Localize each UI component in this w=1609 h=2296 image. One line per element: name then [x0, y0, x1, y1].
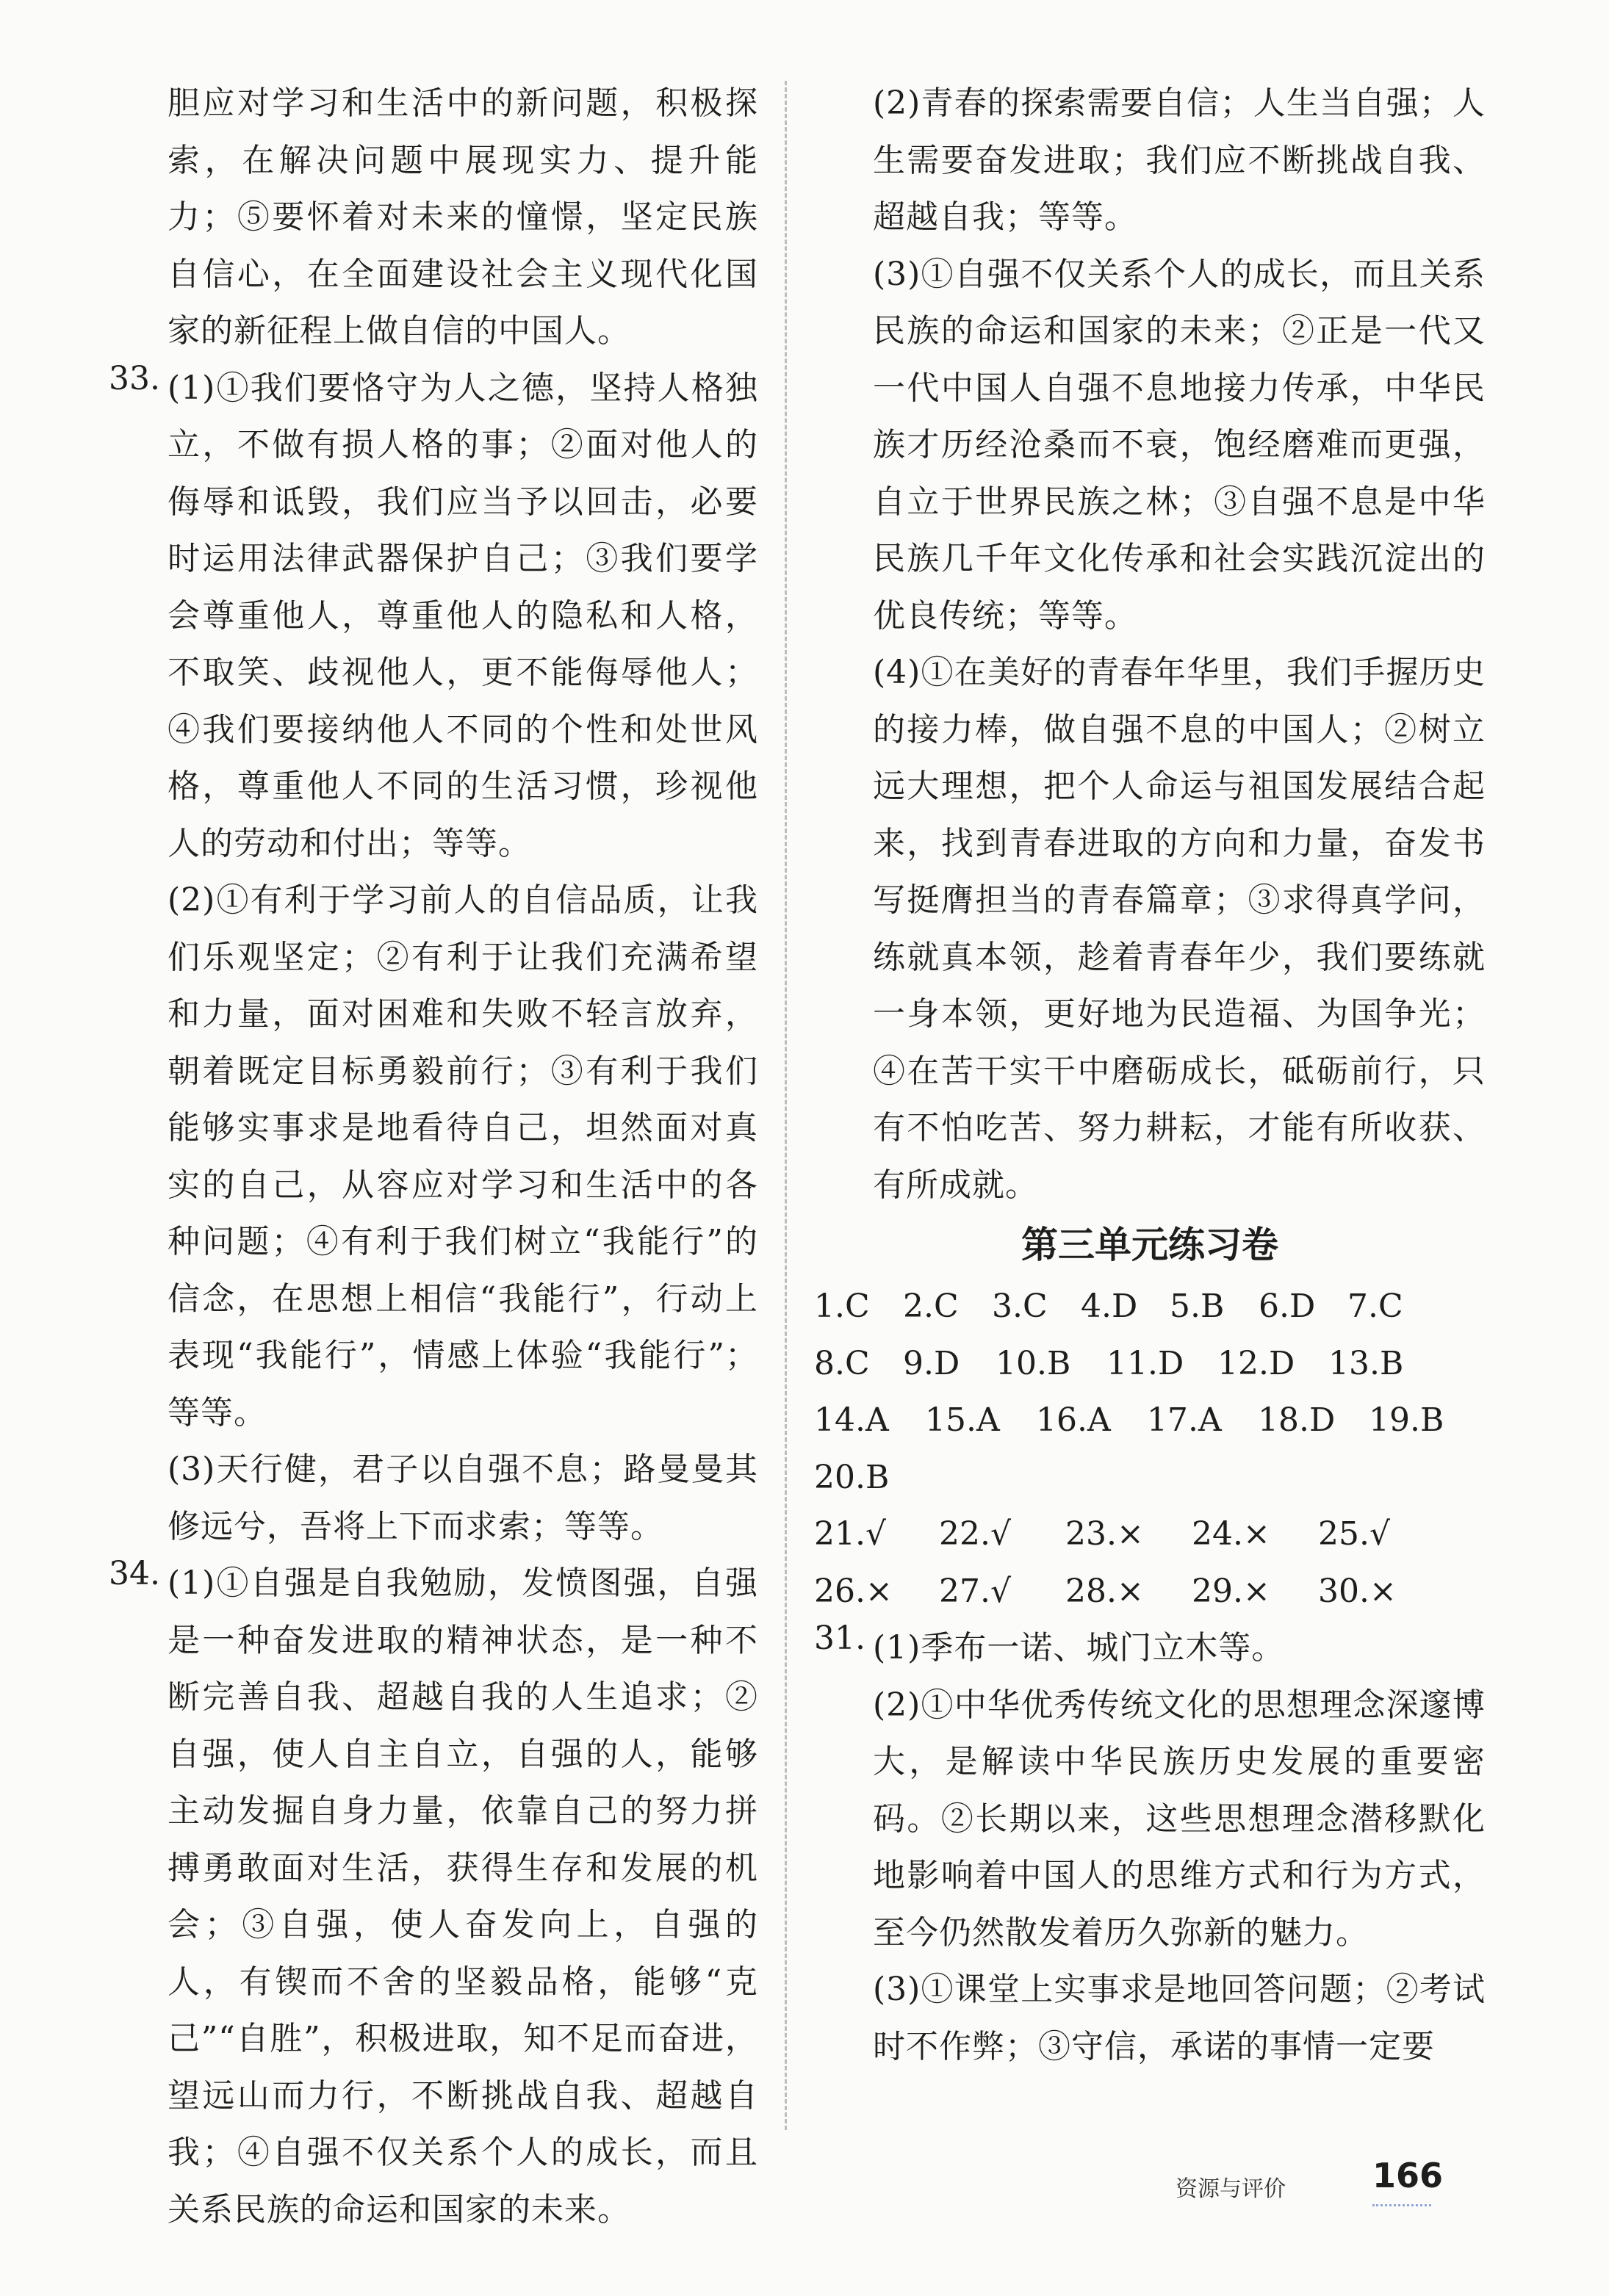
footer-label: 资源与评价 — [1176, 2176, 1286, 2202]
answer-34-part-1: (1)①自强是自我勉励，发愤图强，自强是一种奋发进取的精神状态，是一种不断完善自我、超越自我的人生追求；②自强，使人自主自立，自强的人，能够主动发掘自身力量，依靠自己的努力拼搏勇敢面对生活，获得生存和发展的机会；③自强，使人奋发向上，自强的人，有锲而不舍的坚毅品格，能够“克己”“自胜”，积极进取，知不足而奋进，望远山而力行，不断挑战自我、超越自我；④自强不仅关系个人的成长，而且关系民族的命运和国家的未来。 — [168, 1564, 758, 2228]
question-number: 34. — [109, 1555, 160, 1592]
answer-31-part-2: (2)①中华优秀传统文化的思想理念深邃博大，是解读中华民族历史发展的重要密码。②长期以来，这些思想理念潜移默化地影响着中国人的思维方式和行为方式，至今仍然散发着历久弥新的魅力。 — [873, 1686, 1486, 1952]
answer-item: 4.D — [1081, 1288, 1138, 1325]
right-column — [814, 75, 1486, 2075]
answer-31-part-3: (3)①课堂上实事求是地回答问题；②考试时不作弊；③守信，承诺的事情一定要 — [873, 1971, 1486, 2065]
answer-item: 1.C — [814, 1288, 870, 1325]
answer-33-part-3: (3)天行健，君子以自强不息；路曼曼其修远兮，吾将上下而求索；等等。 — [168, 1451, 758, 1545]
question-31 — [814, 1620, 1486, 2075]
answer-row — [814, 1506, 1486, 1563]
answer-item: 30.× — [1318, 1572, 1397, 1610]
column-divider — [785, 81, 787, 2130]
answer-row — [814, 1278, 1486, 1335]
answer-row — [814, 1563, 1486, 1620]
question-number: 31. — [814, 1620, 865, 1657]
answer-item: 8.C — [814, 1344, 870, 1382]
answer-33-part-2: (2)①有利于学习前人的自信品质，让我们乐观坚定；②有利于让我们充满希望和力量，面对困难和失败不轻言放弃，朝着既定目标勇毅前行；③有利于我们能够实事求是地看待自己，坦然面对真实的自己，从容应对学习和生活中的各种问题；④有利于我们树立“我能行”的信念，在思想上相信“我能行”，行动上表现“我能行”，情感上体验“我能行”；等等。 — [168, 881, 758, 1432]
answer-item: 9.D — [903, 1344, 960, 1382]
answer-row — [814, 1392, 1486, 1449]
answer-item: 12.D — [1217, 1344, 1295, 1382]
question-33 — [109, 360, 758, 1556]
page-number: 166 — [1372, 2156, 1444, 2195]
answer-item: 2.C — [903, 1288, 959, 1325]
answer-31-part-1: (1)季布一诺、城门立木等。 — [873, 1629, 1285, 1667]
answer-item: 17.A — [1147, 1401, 1222, 1439]
answer-item: 29.× — [1192, 1572, 1270, 1610]
answer-item: 26.× — [814, 1572, 893, 1610]
answer-34-part-4: (4)①在美好的青春年华里，我们手握历史的接力棒，做自强不息的中国人；②树立远大理想，把个人命运与祖国发展结合起来，找到青春进取的方向和力量，奋发书写挺膺担当的青春篇章；③求得真学问，练就真本领，趁着青春年少，我们要练就一身本领，更好地为民造福、为国争光；④在苦干实干中磨砺成长，砥砺前行，只有不怕吃苦、努力耕耘，才能有所收获、有所成就。 — [873, 654, 1486, 1204]
answer-item: 3.C — [992, 1288, 1048, 1325]
answer-item: 22.√ — [939, 1515, 1012, 1553]
answer-item: 7.C — [1347, 1288, 1403, 1325]
answer-row — [814, 1335, 1486, 1393]
left-column — [109, 75, 758, 2238]
question-34 — [109, 1555, 758, 2238]
answer-34-part-3: (3)①自强不仅关系个人的成长，而且关系民族的命运和国家的未来；②正是一代又一代中国人自强不息地接力传承，中华民族才历经沧桑而不衰，饱经磨难而更强，自立于世界民族之林；③自强不息是中华民族几千年文化传承和社会实践沉淀出的优良传统；等等。 — [873, 255, 1486, 635]
answer-item: 21.√ — [814, 1515, 887, 1553]
answer-item: 18.D — [1258, 1401, 1336, 1439]
paragraph-continuation: 胆应对学习和生活中的新问题，积极探索，在解决问题中展现实力、提升能力；⑤要怀着对未来的憧憬，坚定民族自信心，在全面建设社会主义现代化国家的新征程上做自信的中国人。 — [168, 84, 758, 350]
answer-item: 5.B — [1170, 1288, 1225, 1325]
answer-item: 20.B — [814, 1458, 890, 1496]
answer-row — [814, 1449, 1486, 1506]
answer-item: 10.B — [996, 1344, 1071, 1382]
true-false-answers — [814, 1506, 1486, 1620]
answer-33-part-1: (1)①我们要恪守为人之德，坚持人格独立，不做有损人格的事；②面对他人的侮辱和诋毁，我们应当予以回击，必要时运用法律武器保护自己；③我们要学会尊重他人，尊重他人的隐私和人格，不取笑、歧视他人，更不能侮辱他人；④我们要接纳他人不同的个性和处世风格，尊重他人不同的生活习惯，珍视他人的劳动和付出；等等。 — [168, 369, 758, 862]
answer-item: 19.B — [1369, 1401, 1444, 1439]
section-title: 第三单元练习卷 — [1021, 1224, 1278, 1266]
answer-item: 15.A — [925, 1401, 1000, 1439]
answer-34-part-2: (2)青春的探索需要自信；人生当自强；人生需要奋发进取；我们应不断挑战自我、超越自我；等等。 — [873, 84, 1486, 236]
footer-decoration — [1372, 2204, 1431, 2206]
answer-item: 6.D — [1259, 1288, 1316, 1325]
answer-item: 16.A — [1036, 1401, 1111, 1439]
answer-item: 14.A — [814, 1401, 889, 1439]
answer-item: 23.× — [1065, 1515, 1144, 1553]
answer-item: 13.B — [1328, 1344, 1404, 1382]
answer-item: 28.× — [1065, 1572, 1144, 1610]
multiple-choice-answers — [814, 1278, 1486, 1506]
answer-item: 11.D — [1106, 1344, 1184, 1382]
answer-item: 27.√ — [939, 1572, 1012, 1610]
answer-item: 25.√ — [1318, 1515, 1391, 1553]
answer-item: 24.× — [1192, 1515, 1270, 1553]
question-number: 33. — [109, 359, 160, 397]
